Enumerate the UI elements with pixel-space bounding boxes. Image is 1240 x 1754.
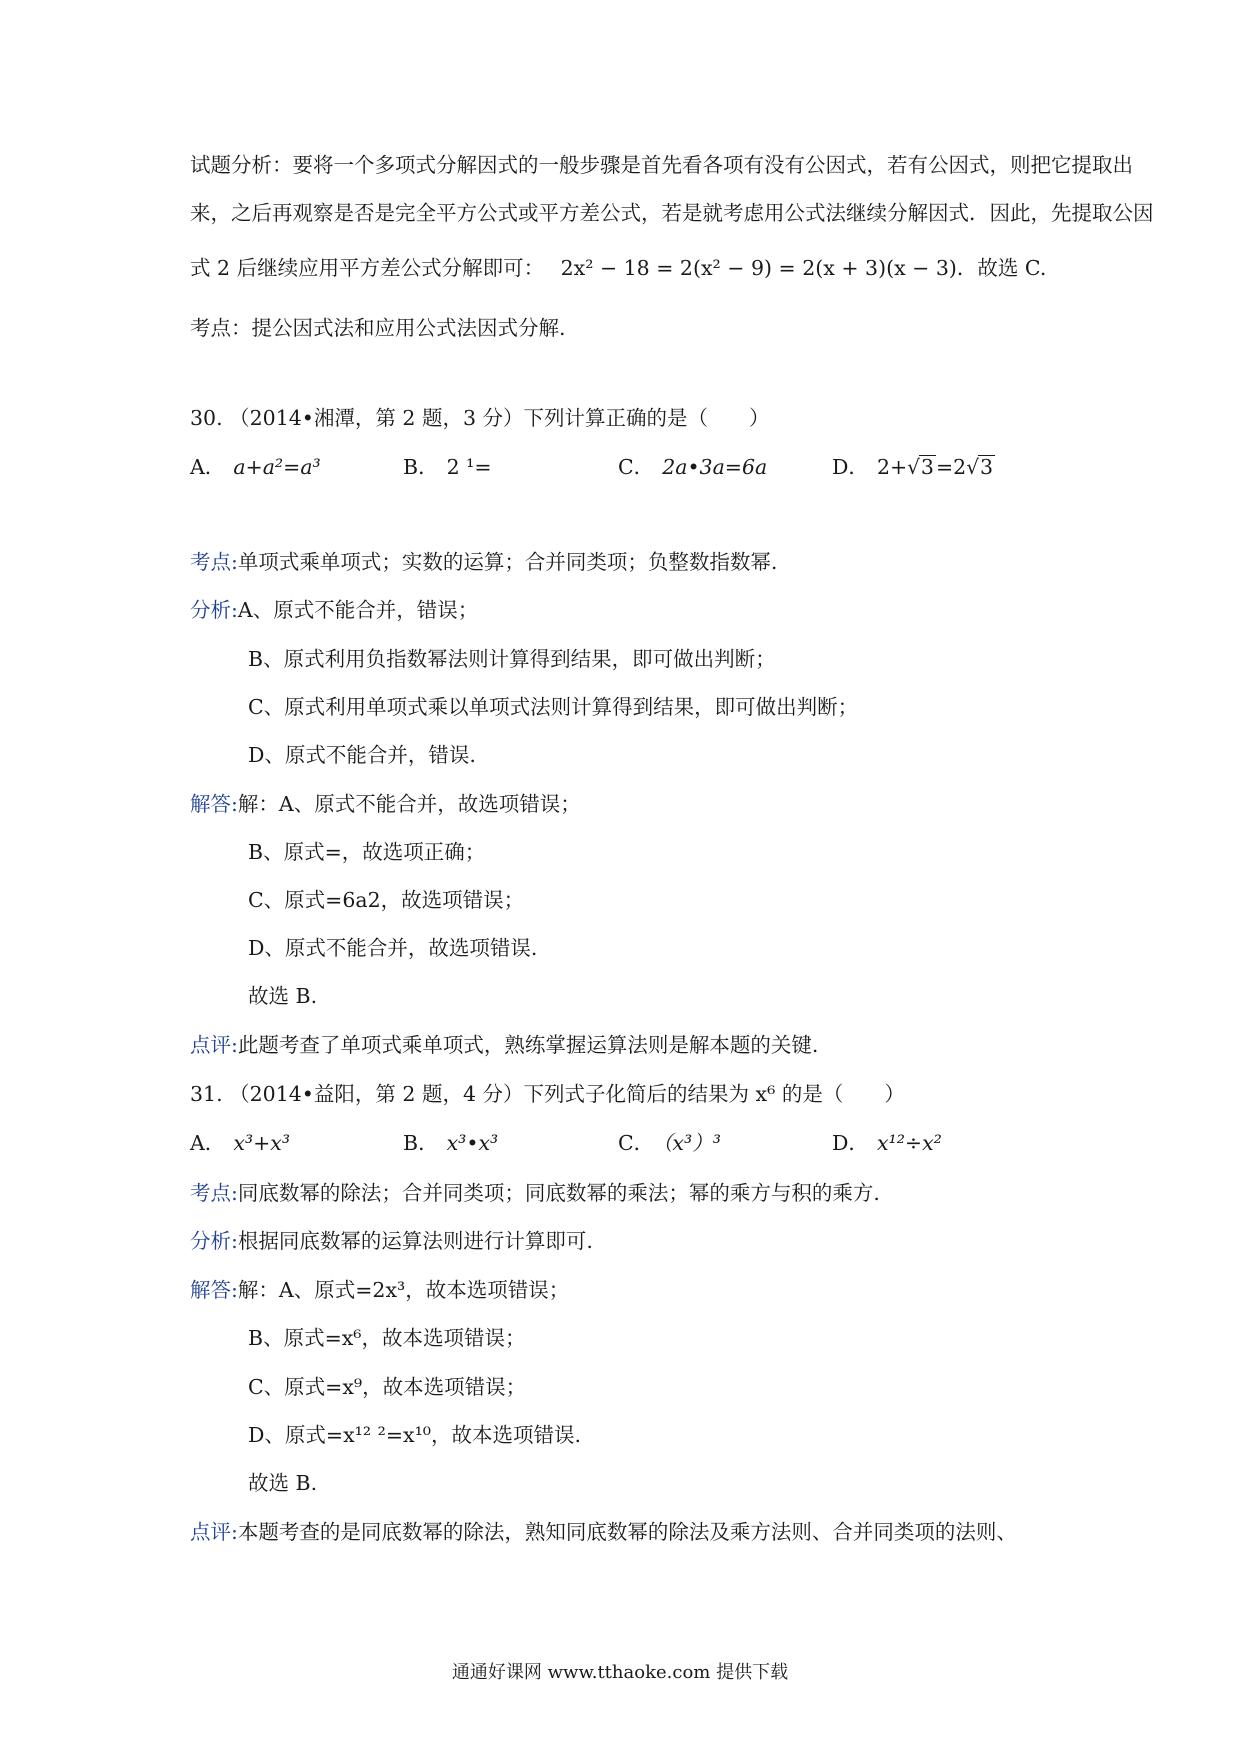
q31-jieda-c: C、原式=x⁹，故本选项错误； xyxy=(248,1375,527,1399)
q31-option-d xyxy=(832,1128,942,1158)
kaodian-intro: 考点：提公因式法和应用公式法因式分解. xyxy=(190,316,566,340)
option-label: C． xyxy=(618,1131,655,1155)
q30-kaodian xyxy=(190,547,777,577)
option-expr: （x³）³ xyxy=(662,1131,721,1155)
q30-fenxi-d: D、原式不能合并，错误. xyxy=(248,743,476,767)
jieda-text: 解：A、原式不能合并，故选项错误； xyxy=(237,792,581,816)
q31-kaodian xyxy=(190,1178,880,1208)
option-expr: x³•x³ xyxy=(446,1131,499,1155)
q31-dianping xyxy=(190,1517,1017,1547)
sqrt-icon: √ xyxy=(966,455,979,479)
option-expr: x³+x³ xyxy=(233,1131,291,1155)
jieda-label: 解答: xyxy=(190,1278,238,1302)
fenxi-label: 分析: xyxy=(190,598,238,622)
q30-jieda-b: B、原式=，故选项正确； xyxy=(248,840,486,864)
q31-jieda-d: D、原式=x¹² ²=x¹⁰，故本选项错误. xyxy=(248,1423,582,1447)
q30-fenxi xyxy=(190,595,478,625)
analysis-line-2: 来，之后再观察是否是完全平方公式或平方差公式，若是就考虑用公式法继续分解因式．因此，先提取公因 xyxy=(190,201,1154,225)
q30-answer: 故选 B. xyxy=(248,984,318,1008)
question-30-stem: 30. （2014•湘潭，第 2 题，3 分）下列计算正确的是（ ） xyxy=(190,406,770,430)
option-expr: 2 ¹= xyxy=(446,455,492,479)
radicand: 3 xyxy=(979,455,993,479)
dianping-text: 本题考查的是同底数幂的除法，熟知同底数幂的除法及乘方法则、合并同类项的法则、 xyxy=(237,1520,1017,1544)
q30-option-d xyxy=(832,452,995,482)
q31-option-a xyxy=(190,1128,290,1158)
q30-jieda-d: D、原式不能合并，故选项错误. xyxy=(248,936,538,960)
option-label: A． xyxy=(190,455,226,479)
dianping-label: 点评: xyxy=(190,1033,238,1057)
kaodian-label: 考点: xyxy=(190,550,238,574)
q30-fenxi-b: B、原式利用负指数幂法则计算得到结果，即可做出判断； xyxy=(248,647,776,671)
option-label: C． xyxy=(618,455,655,479)
q31-jieda-b: B、原式=x⁶，故本选项错误； xyxy=(248,1326,526,1350)
kaodian-text: 同底数幂的除法；合并同类项；同底数幂的乘法；幂的乘方与积的乘方. xyxy=(237,1181,880,1205)
kaodian-label: 考点: xyxy=(190,1181,238,1205)
option-expr: 2+ xyxy=(876,455,908,479)
option-label: B． xyxy=(403,455,439,479)
q30-jieda xyxy=(190,789,581,819)
q31-option-b xyxy=(403,1128,498,1158)
option-expr: x¹²÷x² xyxy=(876,1131,942,1155)
option-expr: 2a•3a=6a xyxy=(662,455,768,479)
option-expr: a+a²=a³ xyxy=(233,455,321,479)
q30-fenxi-c: C、原式利用单项式乘以单项式法则计算得到结果，即可做出判断； xyxy=(248,695,859,719)
fenxi-label: 分析: xyxy=(190,1229,238,1253)
sqrt-icon: √ xyxy=(907,455,920,479)
fenxi-text: 根据同底数幂的运算法则进行计算即可. xyxy=(237,1229,593,1253)
fenxi-text: A、原式不能合并，错误； xyxy=(237,598,479,622)
page-footer: 通通好课网 www.tthaoke.com 提供下载 xyxy=(451,1662,789,1683)
dianping-text: 此题考查了单项式乘单项式，熟练掌握运算法则是解本题的关键. xyxy=(237,1033,819,1057)
q31-answer: 故选 B. xyxy=(248,1471,318,1495)
option-label: B． xyxy=(403,1131,439,1155)
dianping-label: 点评: xyxy=(190,1520,238,1544)
analysis-text: 式 2 后继续应用平方差公式分解即可： xyxy=(190,256,545,280)
q31-fenxi xyxy=(190,1226,593,1256)
q31-jieda xyxy=(190,1275,569,1305)
question-31-stem: 31. （2014•益阳，第 2 题，4 分）下列式子化简后的结果为 x⁶ 的是（ ） xyxy=(190,1082,905,1106)
factoring-formula: 2x² − 18 = 2(x² − 9) = 2(x + 3)(x − 3) xyxy=(560,256,957,280)
q30-dianping xyxy=(190,1030,818,1060)
answer-text: ．故选 C. xyxy=(956,256,1047,280)
analysis-line-1: 试题分析：要将一个多项式分解因式的一般步骤是首先看各项有没有公因式，若有公因式，则把它提取出 xyxy=(190,153,1133,177)
radicand: 3 xyxy=(920,455,934,479)
jieda-text: 解：A、原式=2x³，故本选项错误； xyxy=(237,1278,570,1302)
q30-option-c xyxy=(618,452,767,482)
q31-option-c xyxy=(618,1128,721,1158)
kaodian-text: 单项式乘单项式；实数的运算；合并同类项；负整数指数幂. xyxy=(237,550,778,574)
jieda-label: 解答: xyxy=(190,792,238,816)
option-label: D． xyxy=(832,1131,869,1155)
analysis-line-3 xyxy=(190,253,1046,283)
q30-option-b xyxy=(403,452,492,482)
option-label: D． xyxy=(832,455,869,479)
option-expr: =2 xyxy=(935,455,967,479)
option-label: A． xyxy=(190,1131,226,1155)
q30-option-a xyxy=(190,452,321,482)
q30-jieda-c: C、原式=6a2，故选项错误； xyxy=(248,888,525,912)
